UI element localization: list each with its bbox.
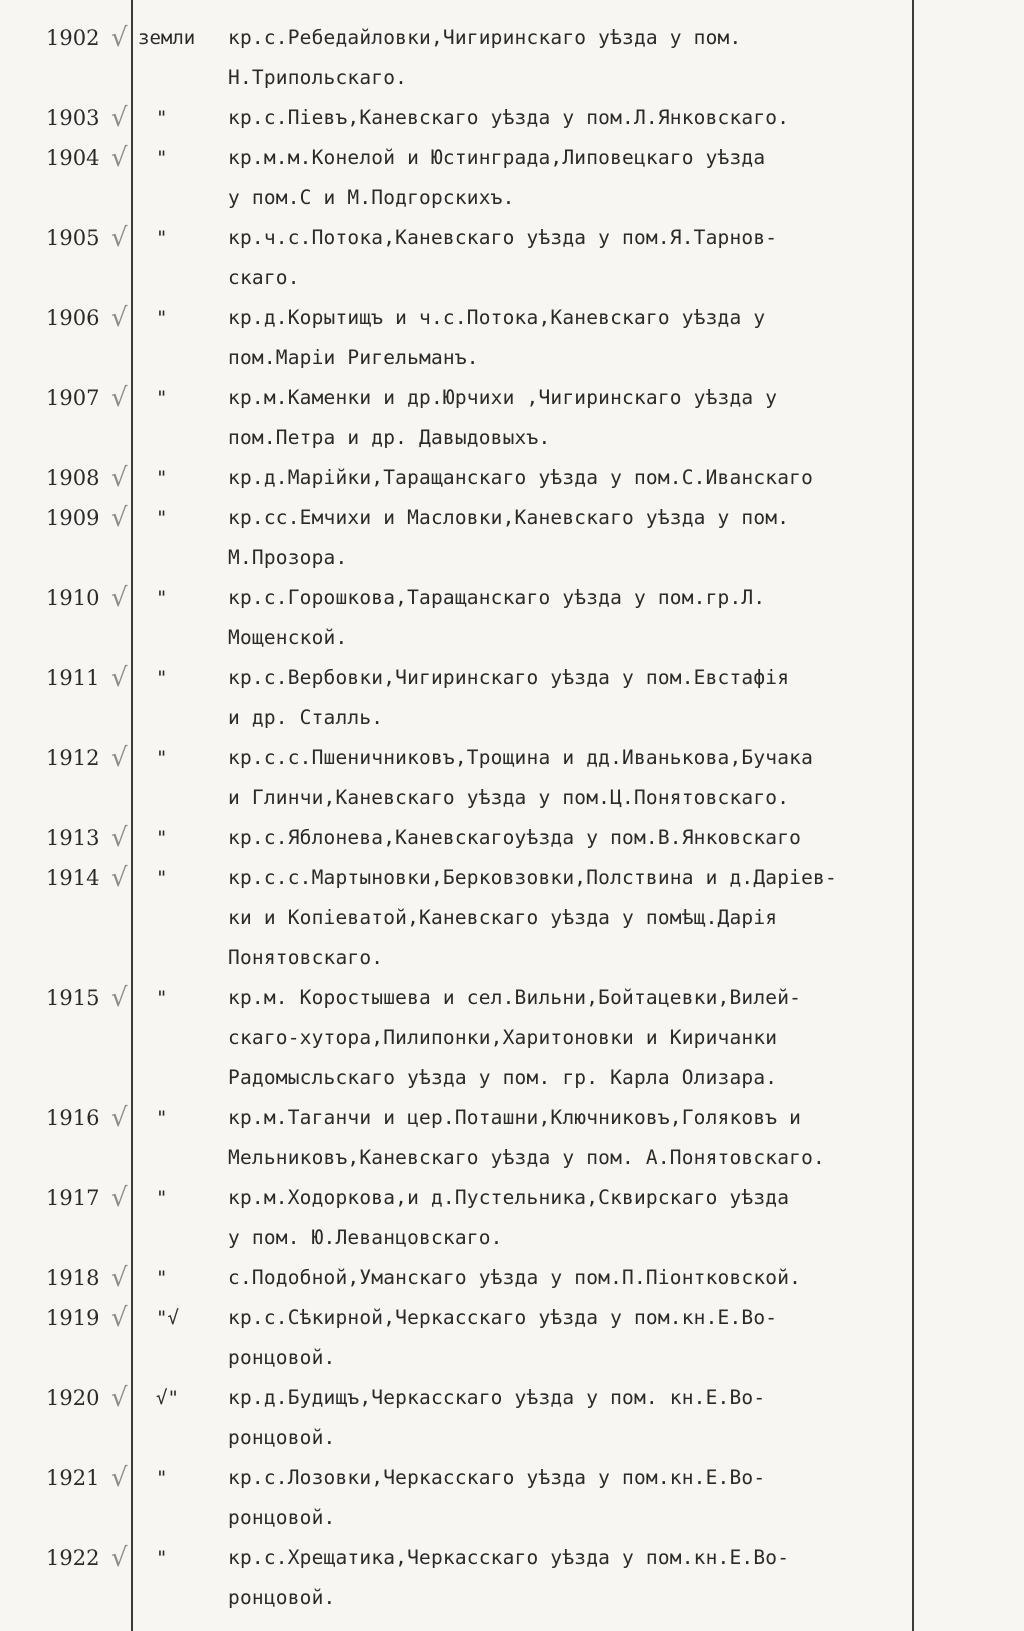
- entry-text: [228, 1298, 777, 1378]
- entry-text: [228, 738, 813, 818]
- entry-row: [0, 738, 1024, 818]
- entry-line: Радомысльскаго уѣзда у пом. гр. Карла Олизара.: [228, 1066, 778, 1089]
- entry-text: [228, 498, 789, 578]
- entry-line: пом.Петра и др. Давыдовыхъ.: [228, 426, 551, 449]
- entry-text: [228, 1458, 765, 1538]
- entry-text: [228, 818, 801, 858]
- entry-number: 1907: [46, 386, 100, 410]
- entry-number: 1906: [46, 306, 100, 330]
- entry-line: кр.с.Вербовки,Чигиринскаго уѣзда у пом.Евстафія: [228, 666, 790, 689]
- entry-number: 1920: [46, 1386, 100, 1410]
- entry-row: [0, 1098, 1024, 1178]
- entry-line: и Глинчи,Каневскаго уѣзда у пом.Ц.Понятовскаго.: [228, 786, 790, 809]
- entry-line: кр.с.Горошкова,Таращанскаго уѣзда у пом.гр.Л.: [228, 586, 766, 609]
- entry-text: [228, 978, 801, 1098]
- entry-line: ки и Копіеватой,Каневскаго уѣзда у помѣщ.Дарія: [228, 906, 778, 929]
- entry-line: кр.м.Ходоркова,и д.Пустельника,Сквирскаго уѣзда: [228, 1186, 790, 1209]
- entry-line: кр.с.с.Пшеничниковъ,Трощина и дд.Иванькова,Бучака: [228, 746, 814, 769]
- entry-row: [0, 1458, 1024, 1538]
- entry-line: кр.с.Сѣкирной,Черкасскаго уѣзда у пом.кн.Е.Во-: [228, 1306, 778, 1329]
- checkmark-icon: √: [111, 23, 128, 53]
- entry-line: кр.д.Корытищъ и ч.с.Потока,Каневскаго уѣзда у: [228, 306, 766, 329]
- checkmark-icon: √: [111, 1303, 128, 1333]
- checkmark-icon: √: [111, 303, 128, 333]
- ditto-mark: ": [156, 107, 168, 129]
- entry-number: 1915: [46, 986, 100, 1010]
- checkmark-icon: √: [111, 1183, 128, 1213]
- entry-line: кр.ч.с.Потока,Каневскаго уѣзда у пом.Я.Тарнов-: [228, 226, 778, 249]
- entry-line: Мельниковъ,Каневскаго уѣзда у пом. А.Понятовскаго.: [228, 1146, 825, 1169]
- entry-row: [0, 378, 1024, 458]
- entry-row: [0, 578, 1024, 658]
- ditto-mark: √": [156, 1387, 179, 1409]
- entry-row: [0, 138, 1024, 218]
- entry-number: 1908: [46, 466, 100, 490]
- entry-text: [228, 1378, 765, 1458]
- entry-line: кр.с.Лозовки,Черкасскаго уѣзда у пом.кн.Е.Во-: [228, 1466, 766, 1489]
- checkmark-icon: √: [111, 983, 128, 1013]
- ditto-mark: ": [156, 1467, 168, 1489]
- ditto-mark: ": [156, 987, 168, 1009]
- entry-line: кр.м.м.Конелой и Юстинграда,Липовецкаго уѣзда: [228, 146, 766, 169]
- entry-line: скаго-хутора,Пилипонки,Харитоновки и Киричанки: [228, 1026, 778, 1049]
- entry-line: скаго.: [228, 266, 300, 289]
- entry-number: 1905: [46, 226, 100, 250]
- checkmark-icon: √: [111, 143, 128, 173]
- entry-text: [228, 18, 741, 98]
- entry-number: 1913: [46, 826, 100, 850]
- entry-line: кр.м.Каменки и др.Юрчихи ,Чигиринскаго уѣзда у: [228, 386, 778, 409]
- checkmark-icon: √: [111, 743, 128, 773]
- entry-row: [0, 1178, 1024, 1258]
- entry-row: [0, 498, 1024, 578]
- entry-row: [0, 298, 1024, 378]
- entry-line: ронцовой.: [228, 1346, 336, 1369]
- entry-line: у пом.С и М.Подгорскихъ.: [228, 186, 515, 209]
- checkmark-icon: √: [111, 103, 128, 133]
- entry-row: [0, 98, 1024, 138]
- ditto-mark: ": [156, 467, 168, 489]
- entry-number: 1914: [46, 866, 100, 890]
- checkmark-icon: √: [111, 1543, 128, 1573]
- ditto-mark: ": [156, 1107, 168, 1129]
- entry-text: [228, 578, 765, 658]
- checkmark-icon: √: [111, 863, 128, 893]
- entry-line: кр.с.Хрещатика,Черкасскаго уѣзда у пом.кн.Е.Во-: [228, 1546, 790, 1569]
- entry-line: ронцовой.: [228, 1586, 336, 1609]
- ditto-mark: ": [156, 827, 168, 849]
- ditto-mark: ": [156, 307, 168, 329]
- checkmark-icon: √: [111, 823, 128, 853]
- entry-row: [0, 858, 1024, 978]
- entry-text: [228, 378, 777, 458]
- entry-line: и др. Сталль.: [228, 706, 384, 729]
- entry-text: [228, 98, 789, 138]
- ditto-mark: ": [156, 667, 168, 689]
- entry-number: 1904: [46, 146, 100, 170]
- checkmark-icon: √: [111, 503, 128, 533]
- checkmark-icon: √: [111, 663, 128, 693]
- lead-word: земли: [138, 27, 196, 49]
- entry-text: [228, 458, 813, 498]
- entry-line: кр.д.Марійки,Таращанскаго уѣзда у пом.С.Иванскаго: [228, 466, 814, 489]
- entry-number: 1916: [46, 1106, 100, 1130]
- entry-number: 1910: [46, 586, 100, 610]
- entry-line: кр.с.Піевъ,Каневскаго уѣзда у пом.Л.Янковскаго.: [228, 106, 790, 129]
- entry-line: М.Прозора.: [228, 546, 348, 569]
- entry-text: [228, 1098, 825, 1178]
- entry-text: [228, 298, 765, 378]
- ditto-mark: ": [156, 1547, 168, 1569]
- checkmark-icon: √: [111, 383, 128, 413]
- ditto-mark: ": [156, 1267, 168, 1289]
- entry-line: кр.сс.Емчихи и Масловки,Каневскаго уѣзда у пом.: [228, 506, 790, 529]
- entry-number: 1921: [46, 1466, 100, 1490]
- checkmark-icon: √: [111, 583, 128, 613]
- checkmark-icon: √: [111, 1463, 128, 1493]
- entry-line: Понятовскаго.: [228, 946, 384, 969]
- entry-row: [0, 658, 1024, 738]
- entry-row: [0, 1258, 1024, 1298]
- entry-row: [0, 1378, 1024, 1458]
- entry-row: [0, 18, 1024, 98]
- entry-row: [0, 818, 1024, 858]
- checkmark-icon: √: [111, 1383, 128, 1413]
- entry-text: [228, 218, 777, 298]
- ditto-mark: ": [156, 587, 168, 609]
- entry-line: кр.с.Ребедайловки,Чигиринскаго уѣзда у пом.: [228, 26, 742, 49]
- ditto-mark: ": [156, 1187, 168, 1209]
- ditto-mark: "√: [156, 1307, 179, 1329]
- entry-line: кр.с.Яблонева,Каневскагоуѣзда у пом.В.Янковскаго: [228, 826, 802, 849]
- entry-line: ронцовой.: [228, 1426, 336, 1449]
- checkmark-icon: √: [111, 463, 128, 493]
- checkmark-icon: √: [111, 1263, 128, 1293]
- entry-number: 1918: [46, 1266, 100, 1290]
- ditto-mark: ": [156, 147, 168, 169]
- entry-number: 1903: [46, 106, 100, 130]
- entry-line: у пом. Ю.Леванцовскаго.: [228, 1226, 503, 1249]
- entry-line: кр.м. Коростышева и сел.Вильни,Бойтацевки,Вилей-: [228, 986, 802, 1009]
- ditto-mark: ": [156, 747, 168, 769]
- entry-line: кр.д.Будищъ,Черкасскаго уѣзда у пом. кн.Е.Во-: [228, 1386, 766, 1409]
- ditto-mark: ": [156, 387, 168, 409]
- entry-line: Мощенской.: [228, 626, 348, 649]
- entry-text: [228, 858, 837, 978]
- entry-number: 1911: [46, 666, 100, 690]
- entry-number: 1909: [46, 506, 100, 530]
- entry-text: [228, 1178, 789, 1258]
- entry-line: кр.м.Таганчи и цер.Поташни,Ключниковъ,Голяковъ и: [228, 1106, 802, 1129]
- entry-row: [0, 1538, 1024, 1618]
- entry-line: кр.с.с.Мартыновки,Берковзовки,Полствина и д.Даріев-: [228, 866, 837, 889]
- entry-text: [228, 1258, 801, 1298]
- ditto-mark: ": [156, 867, 168, 889]
- checkmark-icon: √: [111, 223, 128, 253]
- entry-text: [228, 1538, 789, 1618]
- entry-row: [0, 458, 1024, 498]
- entry-line: ронцовой.: [228, 1506, 336, 1529]
- entry-number: 1922: [46, 1546, 100, 1570]
- ditto-mark: ": [156, 507, 168, 529]
- entry-number: 1917: [46, 1186, 100, 1210]
- entry-row: [0, 978, 1024, 1098]
- entry-line: с.Подобной,Уманскаго уѣзда у пом.П.Піонтковской.: [228, 1266, 802, 1289]
- entry-number: 1902: [46, 26, 100, 50]
- entry-number: 1912: [46, 746, 100, 770]
- entry-number: 1919: [46, 1306, 100, 1330]
- entry-row: [0, 218, 1024, 298]
- checkmark-icon: √: [111, 1103, 128, 1133]
- entry-text: [228, 658, 789, 738]
- entry-line: пом.Маріи Ригельманъ.: [228, 346, 479, 369]
- ditto-mark: ": [156, 227, 168, 249]
- entry-line: Н.Трипольскаго.: [228, 66, 408, 89]
- entry-text: [228, 138, 765, 218]
- entry-row: [0, 1298, 1024, 1378]
